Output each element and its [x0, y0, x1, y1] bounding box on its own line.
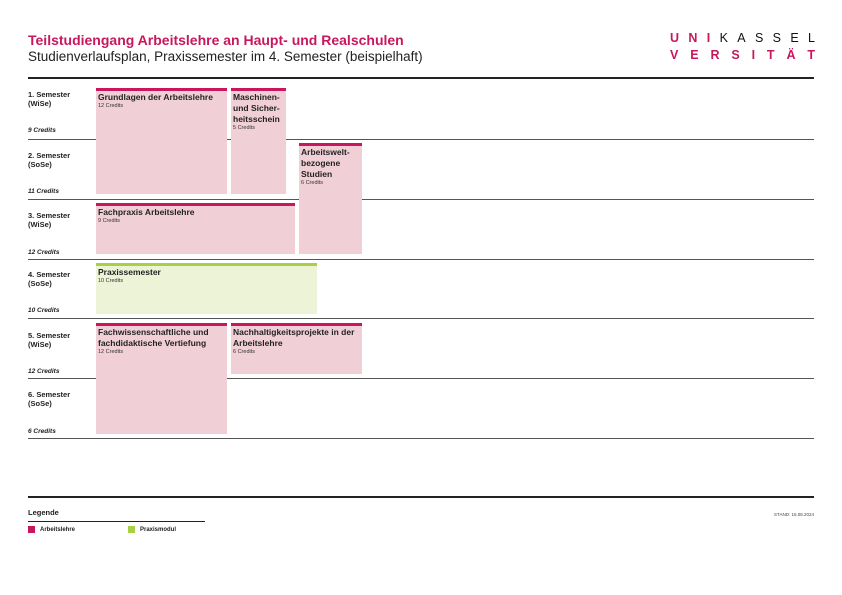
module-maschinen-sicherheitsschein: Maschinen- und Sicher- heitsschein 5 Credits [231, 88, 286, 194]
module-nachhaltigkeitsprojekte: Nachhaltigkeitsprojekte in der Arbeitslehre 6 Credits [231, 323, 362, 374]
row-divider [28, 318, 814, 319]
semester-1-label: 1. Semester (WiSe) [28, 90, 71, 108]
module-arbeitswelt-studien: Arbeitswelt- bezogene Studien 6 Credits [299, 143, 362, 254]
footer-rule [28, 496, 814, 498]
page-title: Teilstudiengang Arbeitslehre an Haupt- und Realschulen [28, 32, 404, 48]
semester-3-label: 3. Semester (WiSe) [28, 211, 71, 229]
semester-2-label: 2. Semester (SoSe) [28, 151, 71, 169]
logo-row-2: V E R S I T Ä T [670, 48, 815, 62]
module-praxissemester: Praxissemester 10 Credits [96, 263, 317, 314]
module-grundlagen-arbeitslehre: Grundlagen der Arbeitslehre 12 Credits [96, 88, 227, 194]
semester-2-credits: 11 Credits [28, 188, 59, 195]
module-fachpraxis-arbeitslehre: Fachpraxis Arbeitslehre 9 Credits [96, 203, 295, 254]
header-rule [28, 77, 814, 79]
semester-1-credits: 9 Credits [28, 127, 56, 134]
semester-5-credits: 12 Credits [28, 368, 60, 375]
page-subtitle: Studienverlaufsplan, Praxissemester im 4. Semester (beispielhaft) [28, 49, 423, 64]
legend-item-arbeitslehre: Arbeitslehre [28, 526, 75, 533]
semester-6-credits: 6 Credits [28, 428, 56, 435]
semester-5-label: 5. Semester (WiSe) [28, 331, 71, 349]
semester-4-credits: 10 Credits [28, 307, 60, 314]
stand-date: STAND: 15.08.2024 [774, 512, 814, 517]
legend-rule [28, 521, 205, 522]
university-logo [670, 30, 815, 64]
logo-row-1: U N I K A S S E L [670, 31, 815, 45]
row-divider [28, 199, 814, 200]
legend-swatch-praxismodul [128, 526, 135, 533]
module-fachwissenschaftliche-vertiefung: Fachwissenschaftliche und fachdidaktische Vertiefung 12 Credits [96, 323, 227, 434]
legend-swatch-arbeitslehre [28, 526, 35, 533]
row-divider [28, 438, 814, 439]
legend-title: Legende [28, 508, 59, 517]
semester-6-label: 6. Semester (SoSe) [28, 390, 71, 408]
semester-3-credits: 12 Credits [28, 249, 60, 256]
legend-item-praxismodul: Praxismodul [128, 526, 176, 533]
semester-4-label: 4. Semester (SoSe) [28, 270, 71, 288]
row-divider [28, 259, 814, 260]
